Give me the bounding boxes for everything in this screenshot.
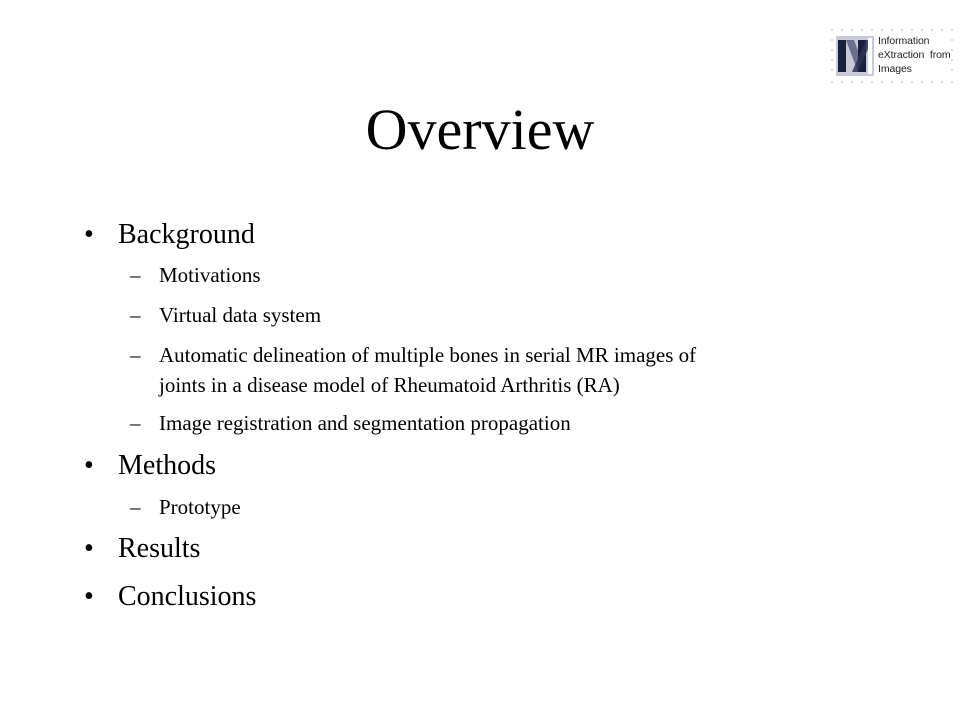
sub-item-label: Image registration and segmentation propagation	[159, 411, 571, 435]
dash-icon: –	[130, 303, 141, 327]
logo	[828, 26, 954, 86]
dash-icon: –	[130, 411, 141, 435]
sub-item-label: Automatic delineation of multiple bones in serial MR images of	[159, 343, 697, 367]
slide-title: Overview	[365, 97, 595, 162]
logo-line-3: Images	[878, 63, 912, 75]
sub-item-label: Prototype	[159, 495, 241, 519]
bullet-label: Background	[118, 219, 255, 250]
bullet-icon: •	[84, 450, 94, 481]
dash-icon: –	[130, 495, 141, 519]
bullet-label: Methods	[118, 450, 216, 481]
dash-icon: –	[130, 263, 141, 287]
bullet-label: Results	[118, 533, 201, 564]
sub-item-label: joints in a disease model of Rheumatoid Arthritis (RA)	[159, 373, 620, 397]
sub-item-label: Motivations	[159, 263, 261, 287]
bullet-icon: •	[84, 581, 94, 612]
logo-text	[878, 34, 951, 76]
bullet-icon: •	[84, 533, 94, 564]
dash-icon: –	[130, 343, 141, 367]
sub-item-label: Virtual data system	[159, 303, 322, 327]
logo-line-2: eXtraction from	[878, 49, 951, 61]
logo-line-1: Information	[878, 35, 930, 47]
bullet-label: Conclusions	[118, 581, 257, 612]
bullet-icon: •	[84, 219, 94, 250]
